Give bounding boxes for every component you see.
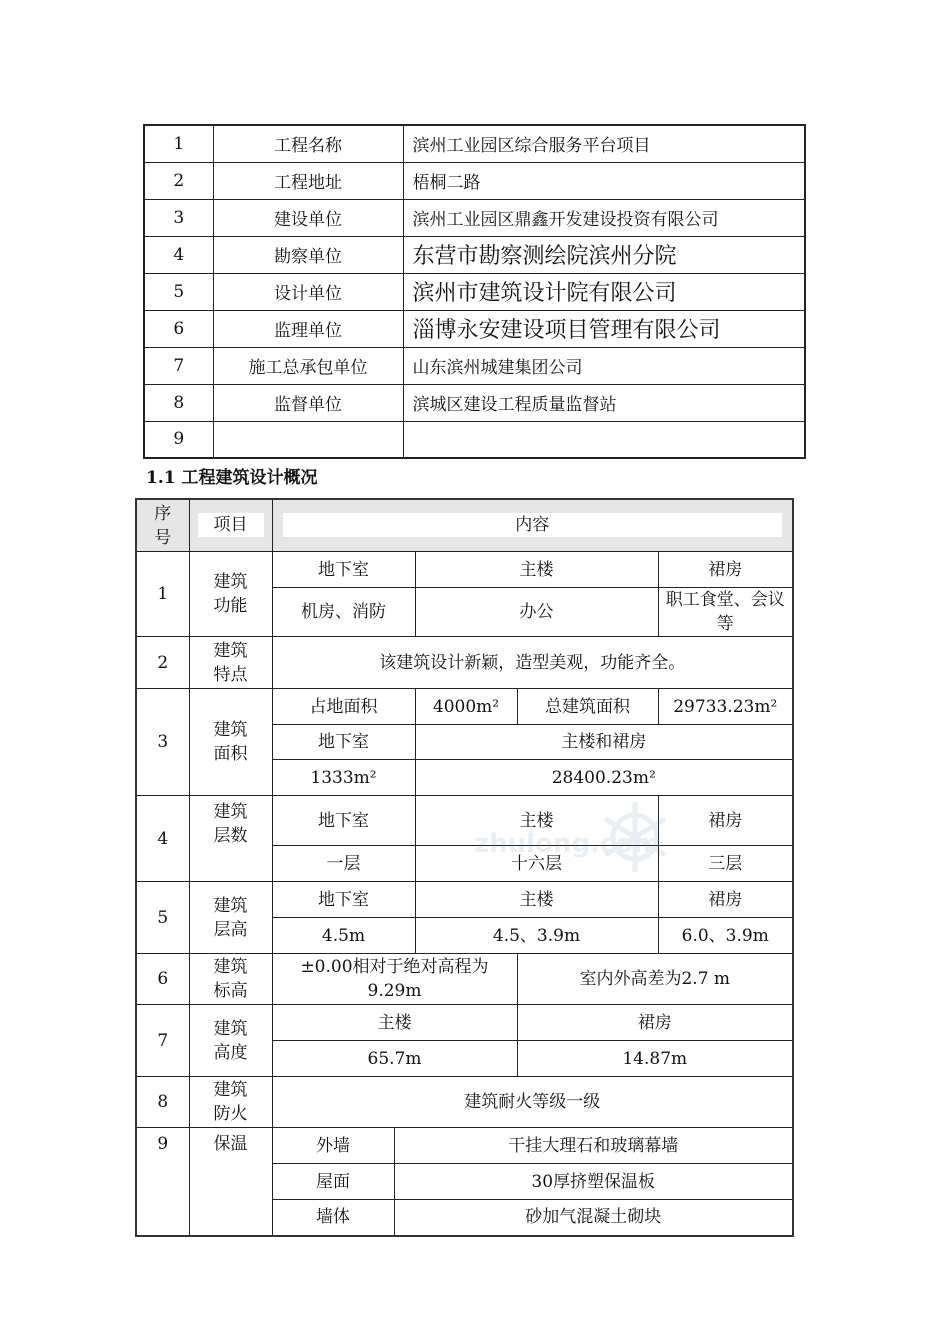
cell: 主楼 (415, 552, 658, 588)
row-number: 2 (136, 637, 189, 689)
row-item: 保温 (189, 1128, 272, 1236)
table-row (144, 125, 805, 162)
row-number: 9 (136, 1128, 189, 1236)
table-row (136, 689, 793, 725)
row-number: 4 (136, 796, 189, 882)
row-number: 9 (144, 421, 213, 458)
header-item (189, 499, 272, 552)
cell: 机房、消防 (272, 588, 415, 637)
row-item-label: 建筑功能 (213, 572, 248, 616)
row-item-label: 建筑特点 (213, 640, 248, 685)
cell: 砂加气混凝土砌块 (394, 1200, 793, 1236)
cell: 主楼和裙房 (415, 725, 793, 760)
section-heading: 1.1 工程建筑设计概况 (146, 468, 318, 488)
cell: 地下室 (272, 796, 415, 846)
row-number: 1 (144, 125, 213, 162)
table-row (136, 1005, 793, 1041)
row-label (213, 421, 403, 458)
table-row (136, 1077, 793, 1128)
table-row (136, 637, 793, 689)
cell: 4.5、3.9m (415, 918, 658, 954)
row-label: 设计单位 (213, 273, 403, 310)
table-row (136, 882, 793, 918)
table-row (144, 199, 805, 236)
table-row (144, 273, 805, 310)
row-value: 淄博永安建设项目管理有限公司 (403, 310, 805, 347)
design-overview-table (135, 498, 794, 1237)
table-row (136, 954, 793, 1005)
cell: 4000m² (415, 689, 517, 725)
row-label: 建设单位 (213, 199, 403, 236)
row-value: 滨城区建设工程质量监督站 (403, 384, 805, 421)
cell: 屋面 (272, 1164, 394, 1200)
row-number: 7 (144, 347, 213, 384)
table-row (144, 236, 805, 273)
cell: 总建筑面积 (517, 689, 658, 725)
row-number: 8 (144, 384, 213, 421)
row-label: 监督单位 (213, 384, 403, 421)
row-label: 施工总承包单位 (213, 347, 403, 384)
row-item-label: 建筑高度 (213, 1018, 248, 1063)
table-row (144, 347, 805, 384)
table-row (136, 552, 793, 588)
row-number: 4 (144, 236, 213, 273)
cell: 裙房 (517, 1005, 793, 1041)
cell: 地下室 (272, 882, 415, 918)
header-seq-label: 序号 (154, 503, 172, 548)
row-label: 工程名称 (213, 125, 403, 162)
cell: 地下室 (272, 725, 415, 760)
cell: 一层 (272, 846, 415, 882)
row-value: 梧桐二路 (403, 162, 805, 199)
row-item (189, 882, 272, 954)
cell: 室内外高差为2.7 m (517, 954, 793, 1005)
table-row (144, 421, 805, 458)
cell: 主楼 (415, 882, 658, 918)
project-info-table (143, 124, 806, 459)
header-content-label: 内容 (283, 513, 783, 537)
cell: 6.0、3.9m (658, 918, 793, 954)
table-row (144, 384, 805, 421)
cell: 65.7m (272, 1041, 517, 1077)
row-item (189, 796, 272, 882)
row-item (189, 689, 272, 796)
row-item-label: 建筑面积 (213, 720, 248, 764)
table-header-row (136, 499, 793, 552)
header-item-label: 项目 (198, 513, 264, 537)
row-value (403, 421, 805, 458)
cell: 三层 (658, 846, 793, 882)
cell: 墙体 (272, 1200, 394, 1236)
cell: 占地面积 (272, 689, 415, 725)
cell: 1333m² (272, 760, 415, 796)
row-number: 5 (136, 882, 189, 954)
cell: 裙房 (658, 882, 793, 918)
row-value: 东营市勘察测绘院滨州分院 (403, 236, 805, 273)
row-value: 滨州工业园区鼎鑫开发建设投资有限公司 (403, 199, 805, 236)
row-label: 监理单位 (213, 310, 403, 347)
table-row (144, 162, 805, 199)
row-number: 3 (144, 199, 213, 236)
row-label: 工程地址 (213, 162, 403, 199)
row-number: 1 (136, 552, 189, 637)
row-value: 山东滨州城建集团公司 (403, 347, 805, 384)
cell: 14.87m (517, 1041, 793, 1077)
row-item-label: 建筑防火 (213, 1080, 248, 1124)
cell: 地下室 (272, 552, 415, 588)
cell: 29733.23m² (658, 689, 793, 725)
header-seq (136, 499, 189, 552)
table-row (144, 310, 805, 347)
cell: 外墙 (272, 1128, 394, 1164)
header-content (272, 499, 793, 552)
table-row (136, 796, 793, 846)
watermark-text: zhulong.com (474, 829, 661, 859)
row-item (189, 1077, 272, 1128)
cell: 办公 (415, 588, 658, 637)
row-number: 7 (136, 1005, 189, 1077)
row-item (189, 1005, 272, 1077)
cell: 主楼 (272, 1005, 517, 1041)
row-number: 6 (144, 310, 213, 347)
elevation-text: ±0.00相对于绝对高程为9.29m (300, 957, 489, 1001)
table-row (136, 1128, 793, 1164)
row-item-label: 建筑标高 (213, 957, 248, 1001)
cell: 十六层 (415, 846, 658, 882)
cell: 主楼 (415, 796, 658, 846)
row-number: 5 (144, 273, 213, 310)
row-number: 2 (144, 162, 213, 199)
cell (272, 954, 517, 1005)
cell: 裙房 (658, 552, 793, 588)
cell: 4.5m (272, 918, 415, 954)
row-item (189, 637, 272, 689)
row-number: 6 (136, 954, 189, 1005)
cell: 建筑耐火等级一级 (272, 1077, 793, 1128)
row-number: 8 (136, 1077, 189, 1128)
cell: 28400.23m² (415, 760, 793, 796)
row-item-label: 建筑层数 (213, 802, 248, 846)
row-number: 3 (136, 689, 189, 796)
row-label: 勘察单位 (213, 236, 403, 273)
cell: 干挂大理石和玻璃幕墙 (394, 1128, 793, 1164)
cell: 该建筑设计新颖，造型美观，功能齐全。 (272, 637, 793, 689)
row-value: 滨州市建筑设计院有限公司 (403, 273, 805, 310)
cell: 职工食堂、会议等 (658, 588, 793, 637)
cell: 裙房 (658, 796, 793, 846)
row-item-label: 建筑层高 (213, 895, 248, 940)
cell: 30厚挤塑保温板 (394, 1164, 793, 1200)
row-item (189, 552, 272, 637)
row-item (189, 954, 272, 1005)
row-value: 滨州工业园区综合服务平台项目 (403, 125, 805, 162)
